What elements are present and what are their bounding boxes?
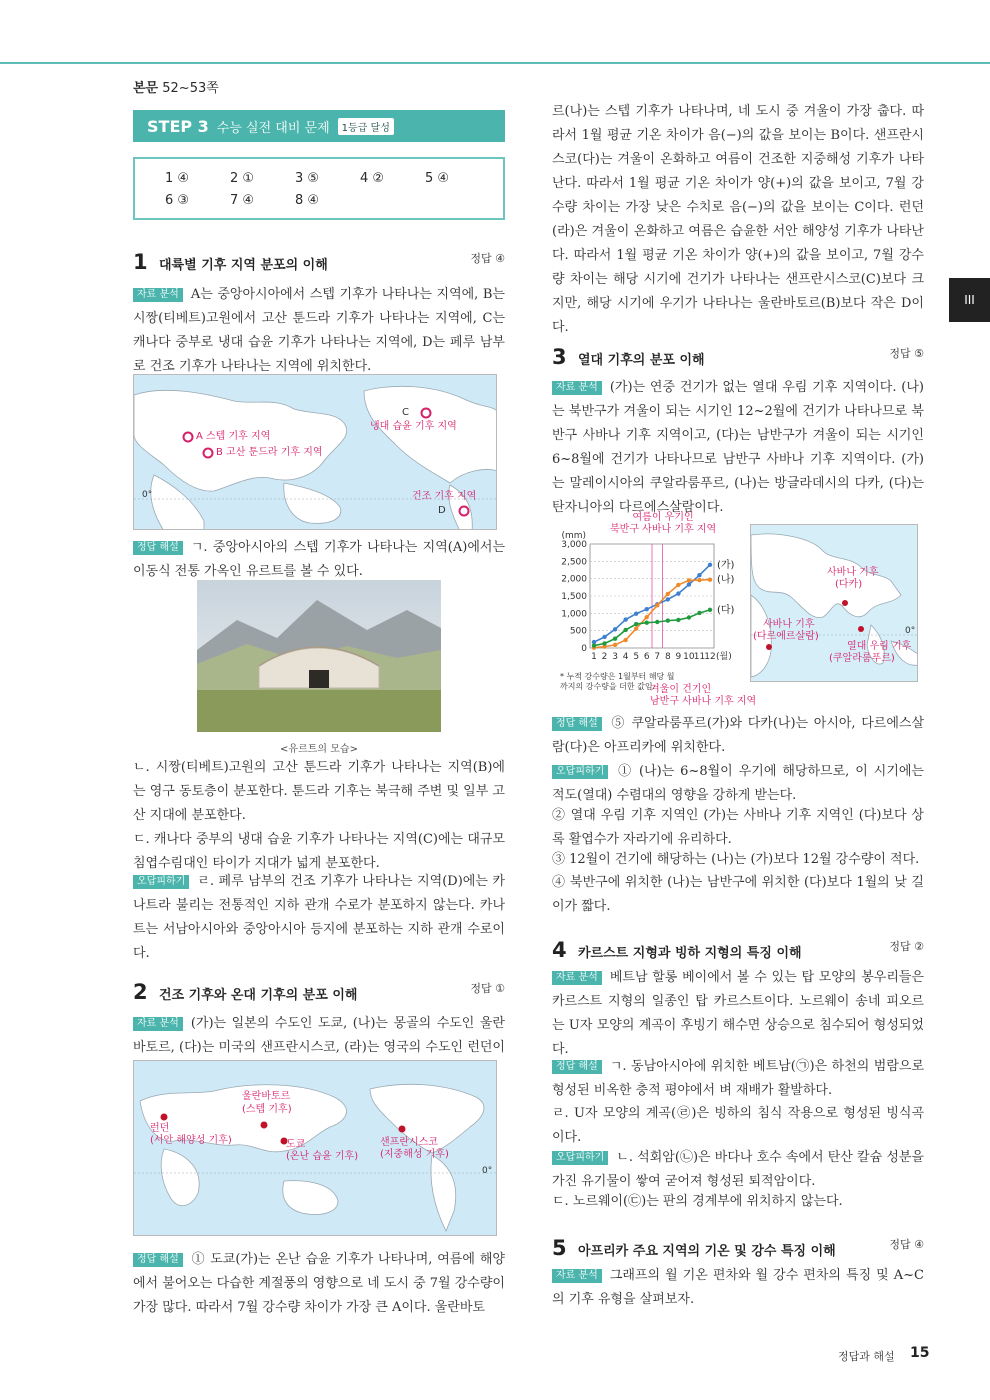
q1-wrong-option: 오답피하기 ㄹ. 페루 남부의 건조 기후가 나타나는 지역(D)에는 카나트라 불리는 전통적인 지하 관개 수로가 분포하지 않는다. 카나트는 서남아시아와 중앙아시아 등지에 분포하는 지하 관개 수로이다. [133,874,505,961]
x-axis-label: (월) [716,652,732,662]
data-point [623,638,627,642]
data-point [697,611,701,615]
question-1-heading: 1 대륙별 기후 지역 분포의 이해 정답 ④ [133,250,505,274]
data-point [623,628,627,632]
city-kuala-lumpur [858,626,864,632]
data-point [697,578,701,582]
data-point [613,627,617,631]
photo-caption: <유르트의 모습> [280,744,358,755]
x-tick-label: 1 [591,652,597,662]
q3-analysis: 자료 분석 (가)는 연중 건기가 없는 열대 우림 기후 지역이다. (나)는 북반구가 겨울이 되는 시기인 12~2월에 건기가 나타나므로 북반구 사바나 기후 지역이고, (다)는 남반구가 겨울이 되는 시기인 6~8월에 건기가 나타나므로 남반구 사바나 기후 지역이다. (가)는 말레이시아의 쿠알라룸푸르, (나)는 방글라데시의 다카, (다)는 탄자니아의 다르에스살람이다. [552,380,924,515]
city-san-francisco [399,1126,406,1133]
map-label-c-letter: C [402,407,409,418]
q3-wrong-4: ④ 북반구에 위치한 (나)는 남반구에 위치한 (다)보다 1월의 낮 길이가 짧다. [552,875,924,914]
data-point [676,583,680,587]
y-axis-label: (mm) [561,531,586,541]
page-number: 15 [910,1345,930,1361]
y-tick-label: 1,500 [561,592,587,602]
data-point [634,611,638,615]
data-point [697,573,701,577]
q2-solution-continued: 르(나)는 스텝 기후가 나타나며, 네 도시 중 겨울이 가장 춥다. 따라서 1월 평균 기온 차이가 음(−)의 값을 보이는 B이다. 샌프란시스코(다)는 겨울이 온화하고 여름이 건조한 지중해성 기후가 나타난다. 따라서 1월 평균 기온 차이가 양(+)의 값을 보이고, 7월 강수량 차이는 가장 낮은 수치로 음(−)의 값을 보이는 C이다. 런던(라)은 겨울이 온화하고 여름은 습윤한 서안 해양성 기후가 나타난다. 따라서 1월 평균 기온 차이가 양(+)의 값을 보이고, 7월 강수량 차이는 해당 시기에 건기가 나타나는 샌프란시스코(C)보다 크지만, 해당 시기에 우기가 나타나는 울란바토르(B)보다 작은 D이다. [552,104,924,335]
data-point [592,643,596,647]
data-point [602,641,606,645]
x-tick-label: 3 [612,652,618,662]
label-london-climate: (서안 해양성 기후) [150,1135,232,1146]
label-dhaka: (다카) [835,579,863,590]
label-dar-climate: 사바나 기후 [763,619,815,630]
label-san-francisco: 샌프란시스코 [380,1137,438,1148]
data-point [666,592,670,596]
chart-note-top: 여름이 우기인 북반구 사바나 기후 지역 [610,512,717,535]
data-point [655,603,659,607]
y-tick-label: 2,000 [561,574,587,585]
q4-wrong-1: 오답피하기 ㄴ. 석회암(㉡)은 바다나 호수 속에서 탄산 칼슘 성분을 가진 유기물이 쌓여 굳어져 형성된 퇴적암이다. [552,1150,924,1189]
map-label-d: 건조 기후 지역 [412,491,477,502]
x-tick-label: 7 [654,652,661,662]
map-label-d-letter: D [438,505,446,516]
data-point [645,620,649,624]
data-point [645,607,649,611]
label-tokyo: 도쿄 [286,1139,306,1150]
q1-explanation-2: ㄴ. 시짱(티베트)고원의 고산 툰드라 기후가 나타나는 지역(B)에는 영구 동토층이 분포한다. 툰드라 기후는 북극해 주변 및 일부 고산 지대에 분포한다. [133,760,505,823]
yurt-photo [197,580,441,732]
q1-explanation-3: ㄷ. 캐나다 중부의 냉대 습윤 기후가 나타나는 지역(C)에는 대규모 침엽수림대인 타이가 지대가 넓게 분포한다. [133,832,505,871]
x-tick-label: 10 [683,652,695,662]
data-point [708,608,712,612]
data-point [687,615,691,619]
footer-label: 정답과 해설 [838,1350,895,1363]
q3-region-map [750,524,918,682]
data-point [634,626,638,630]
x-tick-label: 8 [664,652,671,662]
q2-analysis: 자료 분석 (가)는 일본의 수도인 도쿄, (나)는 몽골의 수도인 울란바토르, (다)는 미국의 샌프란시스코, (라)는 영국의 수도인 런던이 [133,1016,505,1055]
data-point [708,563,712,567]
answer-item: 2 ① [230,171,255,186]
data-point [666,597,670,601]
data-point [708,578,712,582]
x-tick-label: 4 [622,652,629,662]
series-label: (가) [717,559,735,571]
q4-solution-2: ㄹ. U자 모양의 계곡(㉣)은 빙하의 침식 작용으로 형성된 빙식곡이다. [552,1106,924,1145]
q4-analysis: 자료 분석 베트남 할롱 베이에서 볼 수 있는 탑 모양의 봉우리들은 카르스트 지형의 일종인 탑 카르스트이다. 노르웨이 송네 피오르는 U자 모양의 계곡이 후빙기 해수면 상승으로 침수되어 형성되었다. [552,970,924,1057]
answer-item: 7 ④ [230,193,255,208]
map-equator-label: 0° [142,490,153,500]
label-kl-climate: 열대 우림 기후 [847,641,912,652]
y-tick-label: 3,000 [561,540,587,550]
data-point [602,635,606,639]
step-subtitle: 수능 실전 대비 문제 [216,120,330,136]
q3-solution: 정답 해설 ⑤ 쿠알라룸푸르(가)와 다카(나)는 아시아, 다르에스살람(다)은 아프리카에 위치한다. [552,716,924,755]
label-kl: (쿠알라룸푸르) [829,653,895,664]
x-tick-label: 11 [693,652,706,662]
answer-item: 3 ⑤ [295,171,320,186]
label-london: 런던 [150,1123,170,1134]
q4-wrong-2: ㄷ. 노르웨이(㉢)는 판의 경계부에 위치하지 않는다. [552,1194,843,1209]
data-point [655,620,659,624]
y-tick-label: 1,000 [561,609,587,620]
label-dhaka-climate: 사바나 기후 [827,567,879,578]
answer-item: 5 ④ [425,171,450,186]
step-badge: 1등급 달성 [338,118,394,135]
data-point [645,615,649,619]
answer-key-box [133,157,505,220]
q1-solution: 정답 해설 ㄱ. 중앙아시아의 스텝 기후가 나타나는 지역(A)에서는 이동식 전통 가옥인 유르트를 볼 수 있다. [133,540,505,579]
answer-item: 8 ④ [295,193,320,208]
data-point [613,643,617,647]
q2-solution: 정답 해설 ① 도쿄(가)는 온난 습윤 기후가 나타나며, 여름에 해양에서 불어오는 다습한 계절풍의 영향으로 네 도시 중 7월 강수량이 가장 많다. 따라서 7월 강수량 차이가 가장 큰 A이다. 울란바토 [133,1252,505,1315]
data-point [623,617,627,621]
label-tokyo-climate: (온난 습윤 기후) [286,1151,359,1162]
series-label: (다) [717,604,735,616]
series-label: (나) [717,574,735,586]
x-tick-label: 2 [601,652,608,662]
chapter-tab: III [949,278,990,322]
label-ulaanbaatar-climate: (스텝 기후) [242,1104,292,1115]
y-tick-label: 2,500 [561,557,587,568]
data-point [676,591,680,595]
q3-wrong-2: ② 열대 우림 기후 지역인 (가)는 사바나 기후 지역인 (다)보다 상록 활엽수가 자라기에 유리하다. [552,808,924,847]
data-point [676,618,680,622]
city-ulaanbaatar [261,1122,268,1129]
map-label-a: A 스텝 기후 지역 [196,431,271,442]
step-title: STEP 3 [147,116,209,136]
x-tick-label: 5 [633,652,640,662]
q1-analysis: 자료 분석 A는 중앙아시아에서 스텝 기후가 나타나는 지역에, B는 시짱(티베트)고원에서 고산 툰드라 기후가 나타나는 지역에, C는 캐나다 중부로 냉대 습윤 기후가 나타나는 지역에, D는 페루 남부로 건조 기후가 나타나는 지역에 위치한다. [133,287,505,374]
map-equator-label: 0° [482,1166,493,1176]
answer-item: 1 ④ [165,171,190,186]
q5-analysis: 자료 분석 그래프의 월 기온 편차와 월 강수 편차의 특징 및 A~C의 기후 유형을 살펴보자. [552,1268,924,1307]
data-point [634,622,638,626]
label-ulaanbaatar: 울란바토르 [242,1091,291,1102]
label-san-francisco-climate: (지중해성 기후) [380,1149,449,1160]
answer-item: 4 ② [360,171,385,186]
x-tick-label: 9 [675,652,682,662]
question-3-heading: 3 열대 기후의 분포 이해 정답 ⑤ [552,345,924,369]
data-point [687,578,691,582]
chart-note-bottom: 겨울이 건기인 남반구 사바나 기후 지역 [650,684,757,707]
map-label-c: 냉대 습윤 기후 지역 [370,421,457,432]
cumulative-precipitation-chart [552,526,748,674]
step-banner [133,110,505,142]
data-point [687,582,691,586]
y-tick-label: 0 [581,644,587,654]
q2-world-map [133,1060,497,1236]
answer-item: 6 ③ [165,193,190,208]
question-5-heading: 5 아프리카 주요 지역의 기온 및 강수 특징 이해 정답 ④ [552,1236,924,1260]
top-rule [0,62,990,64]
q3-wrong-3: ③ 12월이 건기에 해당하는 (나)는 (가)보다 12월 강수량이 적다. [552,852,920,867]
city-london [161,1114,168,1121]
y-tick-label: 500 [569,626,587,637]
label-dar: (다르에르살람) [753,631,819,642]
data-point [613,636,617,640]
question-2-heading: 2 건조 기후와 온대 기후의 분포 이해 정답 ① [133,980,505,1004]
map-equator-label: 0° [905,626,916,636]
q1-world-map [133,374,497,530]
q3-wrong-1: 오답피하기 ① (나)는 6~8월이 우기에 해당하므로, 이 시기에는 적도(열대) 수렴대의 영향을 강하게 받는다. [552,764,924,803]
x-tick-label: 6 [643,652,650,662]
city-dhaka [842,600,848,606]
map-label-b: B 고산 툰드라 기후 지역 [216,447,323,458]
q4-solution: 정답 해설 ㄱ. 동남아시아에 위치한 베트남(㉠)은 하천의 범람으로 형성된 비옥한 충적 평야에서 벼 재배가 활발하다. [552,1059,924,1098]
chart-footnote: * 누적 강수량은 1월부터 해당 월까지의 강수량을 더한 값임. [560,672,675,691]
data-point [666,618,670,622]
x-tick-label: 12 [704,652,716,662]
page-reference: 본문 52~53쪽 [133,81,219,96]
city-dar-es-salaam [766,644,772,650]
question-4-heading: 4 카르스트 지형과 빙하 지형의 특징 이해 정답 ② [552,938,924,962]
